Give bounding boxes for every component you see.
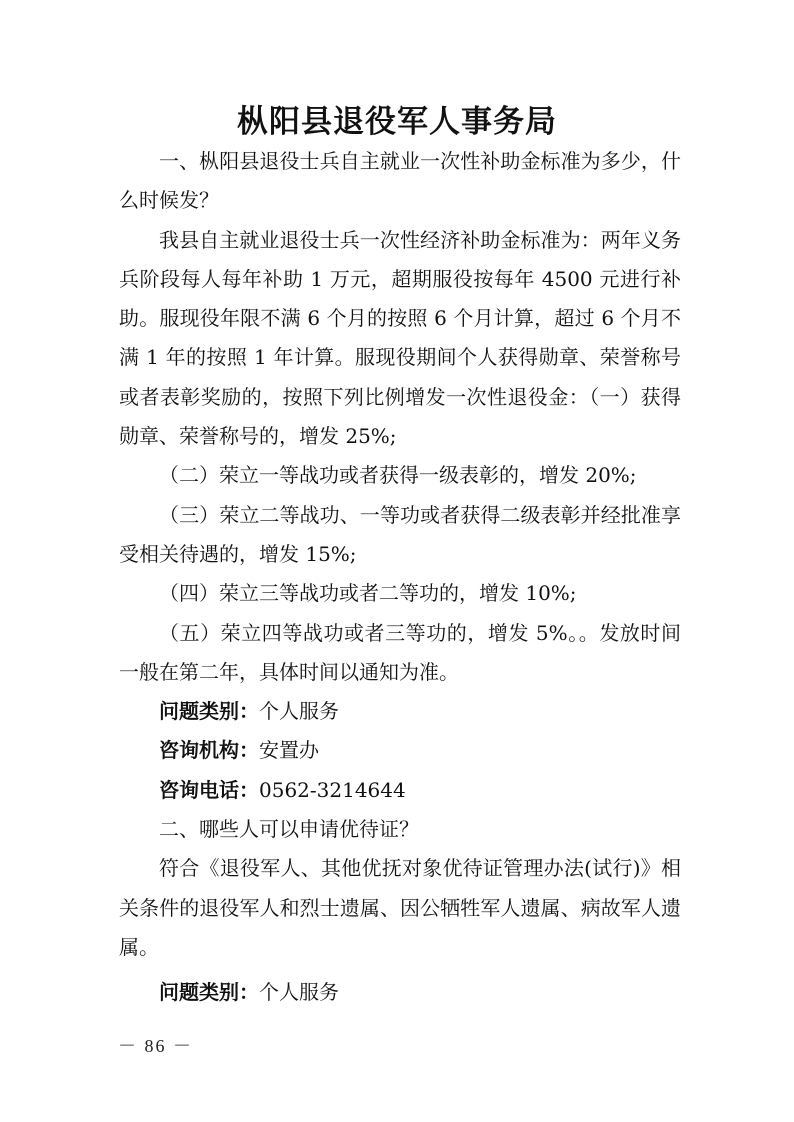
q1-agency [119, 731, 681, 770]
answer-1-item-2: （二）荣立一等战功或者获得一级表彰的，增发 20%; [159, 463, 637, 488]
q1-agency-label: 咨询机构： [159, 738, 259, 763]
q1-agency-value: 安置办 [259, 738, 319, 763]
answer-1-intro: 我县自主就业退役士兵一次性经济补助金标准为：两年义务兵阶段每人每年补助 1 万元，超期服役按每年 4500 元进行补助。服现役年限不满 6 个月的按照 6 个月计算，超过 6 个月不满 1 年的按照 1 年计算。服现役期间个人获得勋章、荣誉称号或者表彰奖励的，按照下列比例增发一次性退役金：（一）获得勋章、荣誉称号的，增发 25%; [119, 227, 681, 449]
q2-category [119, 973, 681, 1012]
q1-phone-label: 咨询电话： [159, 777, 259, 802]
q1-category [119, 692, 681, 731]
document-body [119, 142, 681, 1013]
answer-1-item-3: （三）荣立二等战功、一等功或者获得二级表彰并经批准享受相关待遇的，增发 15%; [119, 502, 681, 566]
question-2: 二、哪些人可以申请优待证？ [159, 817, 419, 842]
q1-category-label: 问题类别： [159, 699, 259, 724]
q1-phone [119, 771, 681, 810]
answer-1-item-5: （五）荣立四等战功或者三等功的，增发 5%。。发放时间一般在第二年，具体时间以通知为准。 [119, 620, 681, 684]
question-1: 一、枞阳县退役士兵自主就业一次性补助金标准为多少，什么时候发？ [119, 149, 681, 213]
answer-2: 符合《退役军人、其他优抚对象优待证管理办法(试行)》相关条件的退役军人和烈士遗属、因公牺牲军人遗属、病故军人遗属。 [119, 856, 681, 959]
q2-category-value: 个人服务 [259, 980, 339, 1005]
q1-phone-value: 0562-3214644 [259, 777, 406, 802]
page-title: 枞阳县退役军人事务局 [237, 104, 557, 140]
q2-category-label: 问题类别： [159, 980, 259, 1005]
answer-1-item-4: （四）荣立三等战功或者二等功的，增发 10%; [159, 581, 577, 606]
page-number: － 86 － [118, 1036, 193, 1056]
q1-category-value: 个人服务 [259, 699, 339, 724]
